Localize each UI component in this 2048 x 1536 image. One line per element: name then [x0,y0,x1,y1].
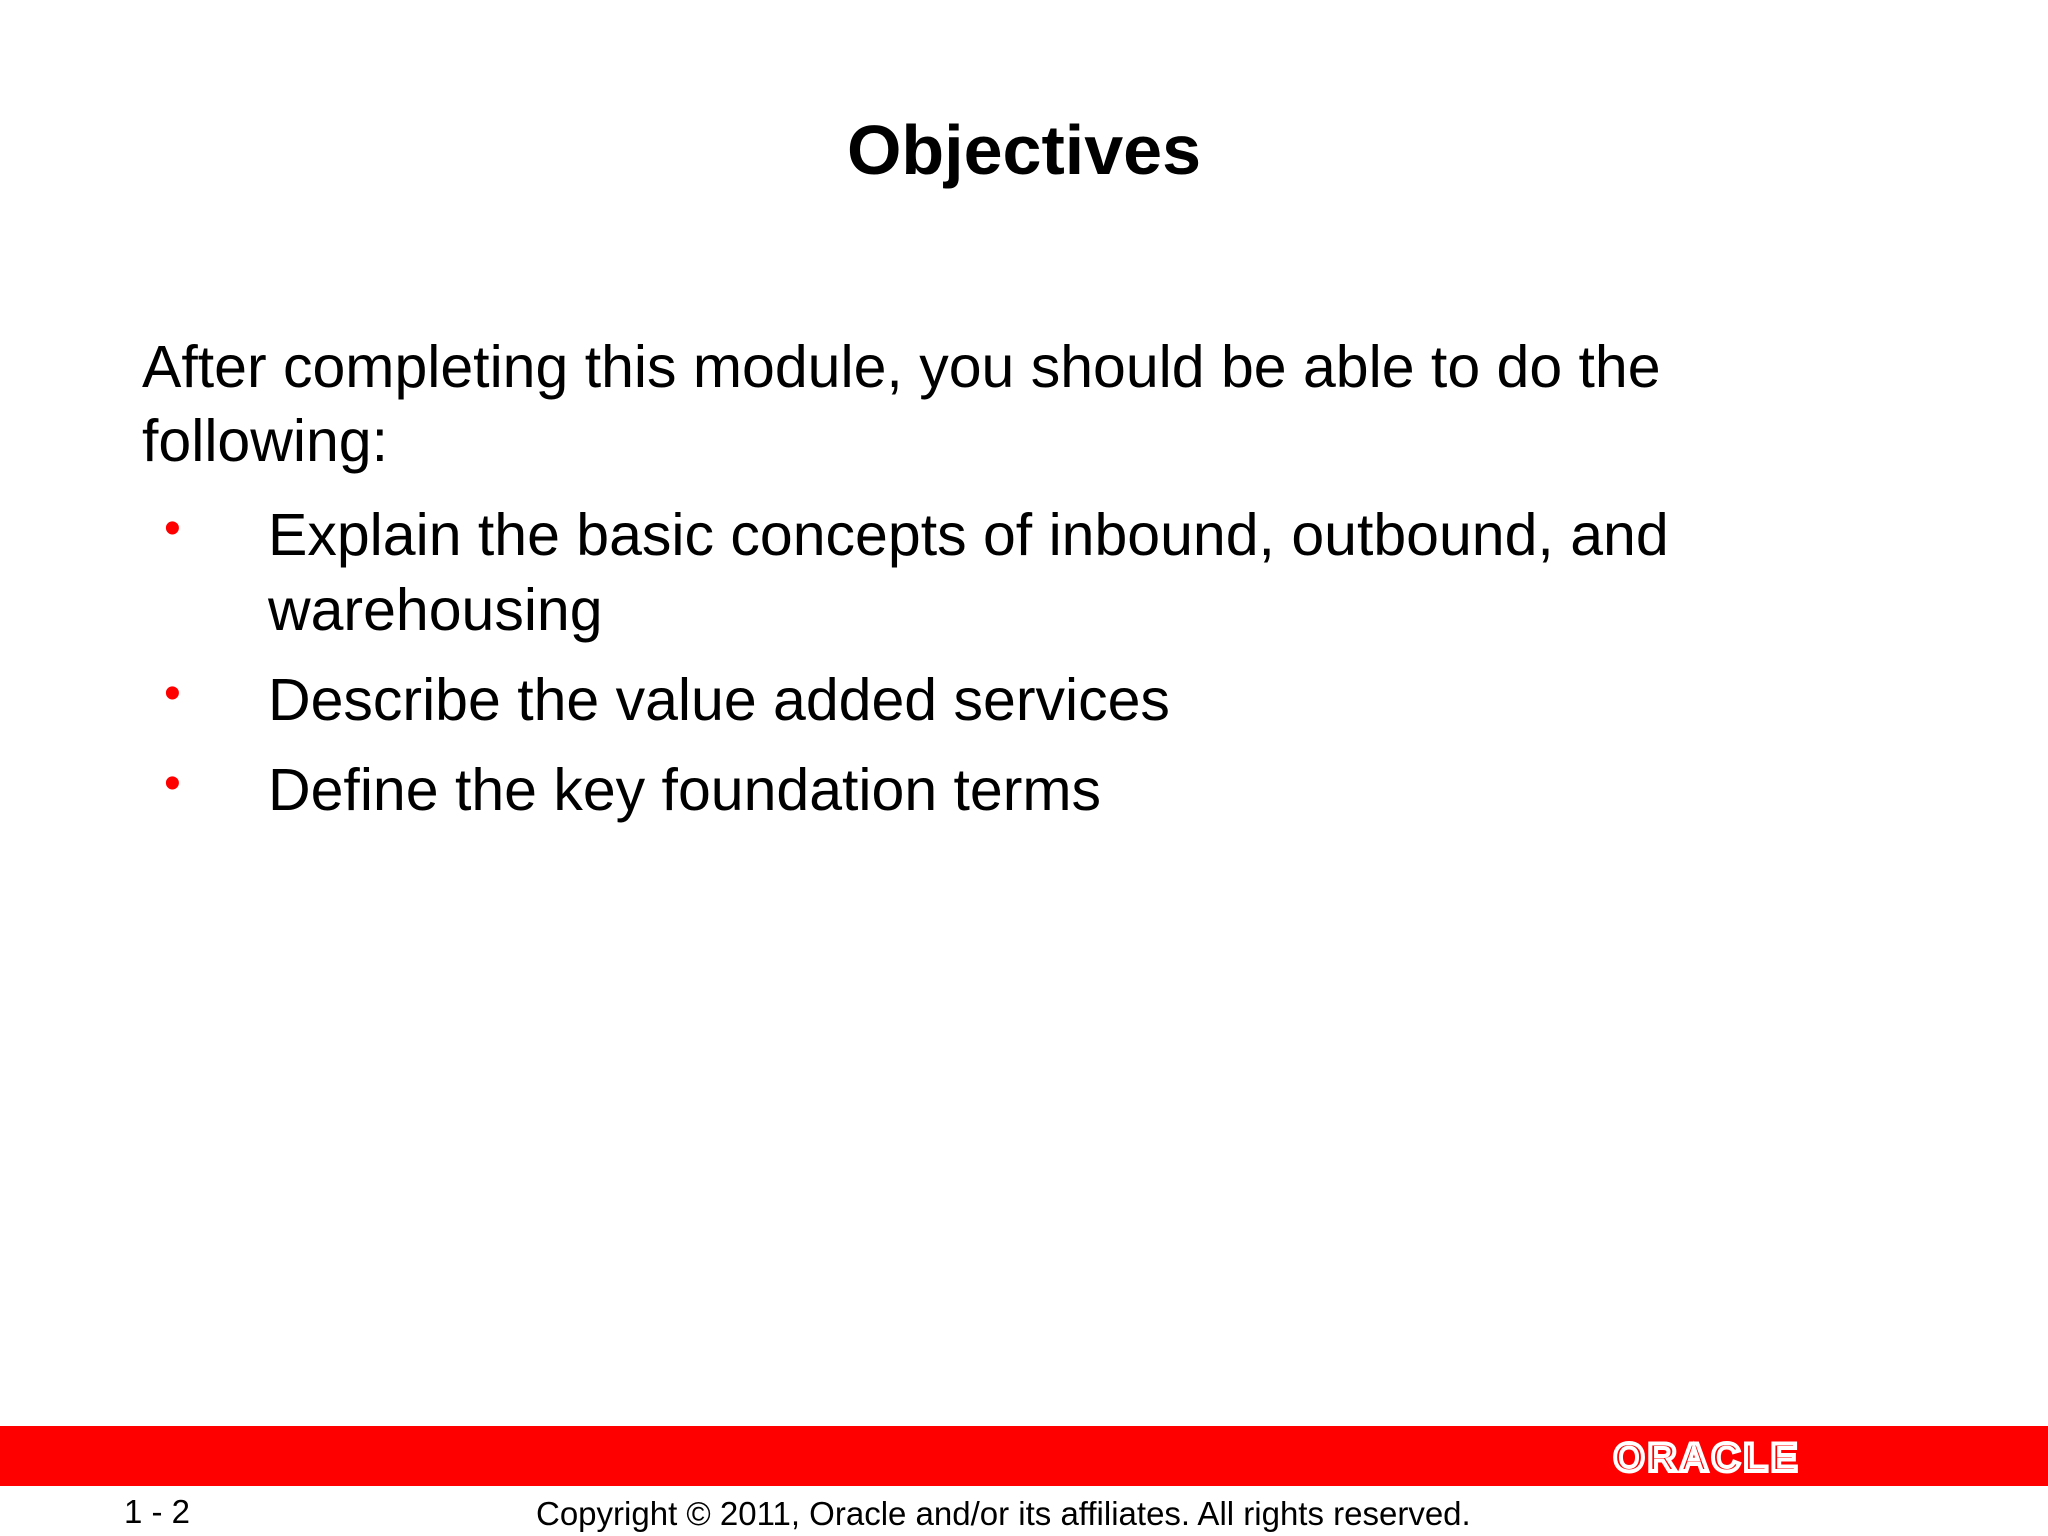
intro-text: After completing this module, you should be able to do the following: [142,334,1661,474]
objectives-list [0,498,2048,843]
bullet-icon: • [164,667,181,720]
bullet-icon: • [164,502,181,555]
list-item-text: Define the key foundation terms [268,757,1102,823]
list-item [0,663,1768,738]
list-item [0,498,1768,648]
oracle-logo [1582,1434,1832,1478]
list-item-text: Explain the basic concepts of inbound, outbound, and warehousing [268,502,1669,643]
oracle-logo-text: ORACLE [1613,1436,1801,1478]
list-item-text: Describe the value added services [268,667,1170,733]
bullet-icon: • [164,757,181,810]
slide-title: Objectives [846,111,1202,189]
list-item [0,753,1768,828]
copyright-text: Copyright © 2011, Oracle and/or its affiliates. All rights reserved. [536,1495,1471,1532]
page-number: 1 - 2 [124,1493,191,1530]
oracle-logo-icon [1582,1434,1832,1478]
